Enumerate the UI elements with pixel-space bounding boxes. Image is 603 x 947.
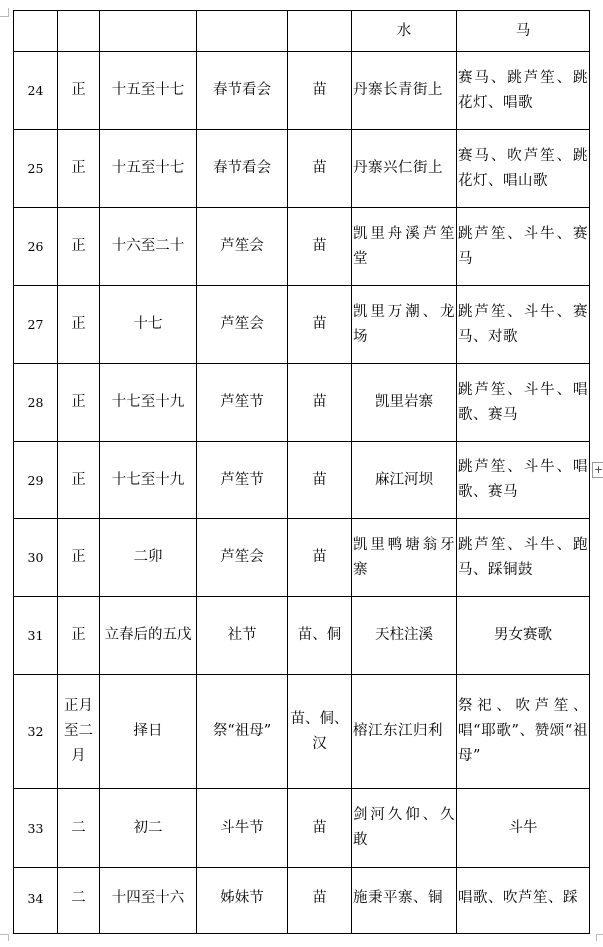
cell-place: 榕江东江归利: [352, 675, 457, 789]
table-row: [14, 597, 590, 675]
cell-activity: 男女赛歌: [457, 597, 590, 675]
cell-date: 初二: [100, 789, 197, 868]
cell-place: 凯里万潮、龙场: [352, 286, 457, 364]
cell-activity: 赛马、跳芦笙、跳花灯、唱歌: [457, 52, 590, 130]
cell-month: 正: [58, 442, 100, 519]
table-add-row-handle-icon[interactable]: +: [593, 463, 603, 476]
cell-ethnic: 苗: [288, 130, 352, 208]
cell-no: 28: [14, 364, 58, 442]
table-row: [14, 868, 590, 934]
header-activity-cell: 马: [457, 11, 590, 52]
cell-activity: 跳芦笙、斗牛、唱歌、赛马: [457, 442, 590, 519]
cell-place: 麻江河坝: [352, 442, 457, 519]
table-row: [14, 52, 590, 130]
header-cell: [197, 11, 288, 52]
cell-date: 十五至十七: [100, 130, 197, 208]
cell-ethnic: 苗: [288, 286, 352, 364]
cell-activity: 跳芦笙、斗牛、赛马、对歌: [457, 286, 590, 364]
cell-activity: 跳芦笙、斗牛、赛马: [457, 208, 590, 286]
crop-mark-top-left: [0, 8, 9, 17]
cell-festival: 春节看会: [197, 130, 288, 208]
table-row: [14, 364, 590, 442]
cell-month: 二: [58, 789, 100, 868]
crop-mark-bottom-left: [0, 934, 9, 941]
cell-festival: 斗牛节: [197, 789, 288, 868]
cell-ethnic: 苗: [288, 789, 352, 868]
cell-date: 十七: [100, 286, 197, 364]
header-place-cell: 水: [352, 11, 457, 52]
header-cell: [58, 11, 100, 52]
cell-ethnic: 苗: [288, 208, 352, 286]
cell-no: 24: [14, 52, 58, 130]
festival-table: [13, 10, 590, 934]
cell-month: 正: [58, 364, 100, 442]
cell-place: 施秉平寨、铜: [352, 868, 457, 934]
cell-festival: 芦笙会: [197, 519, 288, 597]
table-row: [14, 130, 590, 208]
cell-activity: 唱歌、吹芦笙、踩: [457, 868, 590, 934]
cell-activity: 祭祀、吹芦笙、唱“耶歌”、赞颂“祖母”: [457, 675, 590, 789]
cell-place: 丹寨兴仁街上: [352, 130, 457, 208]
table-row: [14, 208, 590, 286]
cell-ethnic: 苗: [288, 364, 352, 442]
cell-no: 25: [14, 130, 58, 208]
cell-no: 34: [14, 868, 58, 934]
cell-festival: 春节看会: [197, 52, 288, 130]
cell-ethnic: 苗: [288, 52, 352, 130]
header-cell: [100, 11, 197, 52]
cell-month: 正: [58, 597, 100, 675]
cell-no: 29: [14, 442, 58, 519]
cell-date: 十七至十九: [100, 442, 197, 519]
cell-no: 27: [14, 286, 58, 364]
cell-festival: 社节: [197, 597, 288, 675]
cell-festival: 祭“祖母”: [197, 675, 288, 789]
cell-ethnic: 苗: [288, 868, 352, 934]
cell-festival: 芦笙会: [197, 286, 288, 364]
cell-activity: 跳芦笙、斗牛、唱歌、赛马: [457, 364, 590, 442]
cell-place: 剑河久仰、久敢: [352, 789, 457, 868]
cell-month: 正: [58, 208, 100, 286]
crop-mark-bottom-right: [596, 934, 603, 941]
cell-activity: 赛马、吹芦笙、跳花灯、唱山歌: [457, 130, 590, 208]
cell-place: 丹寨长青街上: [352, 52, 457, 130]
cell-place: 凯里鸭塘翁牙寨: [352, 519, 457, 597]
cell-month: 正: [58, 52, 100, 130]
table-row: [14, 519, 590, 597]
cell-no: 30: [14, 519, 58, 597]
cell-ethnic: 苗、侗、汉: [288, 675, 352, 789]
cell-date: 立春后的五戊: [100, 597, 197, 675]
header-cell: [14, 11, 58, 52]
cell-date: 十四至十六: [100, 868, 197, 934]
header-cell: [288, 11, 352, 52]
cell-activity: 跳芦笙、斗牛、跑马、踩铜鼓: [457, 519, 590, 597]
cell-place: 凯里岩寨: [352, 364, 457, 442]
cell-no: 26: [14, 208, 58, 286]
cell-no: 33: [14, 789, 58, 868]
cell-date: 十五至十七: [100, 52, 197, 130]
table-row: [14, 675, 590, 789]
cell-festival: 芦笙会: [197, 208, 288, 286]
cell-no: 32: [14, 675, 58, 789]
cell-festival: 芦笙节: [197, 364, 288, 442]
cell-ethnic: 苗、侗: [288, 597, 352, 675]
cell-no: 31: [14, 597, 58, 675]
cell-festival: 芦笙节: [197, 442, 288, 519]
cell-activity: 斗牛: [457, 789, 590, 868]
cell-festival: 姊妹节: [197, 868, 288, 934]
cell-month: 正: [58, 519, 100, 597]
cell-month: 正月至二月: [58, 675, 100, 789]
cell-date: 择日: [100, 675, 197, 789]
table-row: [14, 789, 590, 868]
table-row: [14, 286, 590, 364]
cell-date: 二卯: [100, 519, 197, 597]
cell-month: 正: [58, 286, 100, 364]
cell-month: 二: [58, 868, 100, 934]
cell-month: 正: [58, 130, 100, 208]
cell-ethnic: 苗: [288, 442, 352, 519]
cell-date: 十七至十九: [100, 364, 197, 442]
cell-place: 凯里舟溪芦笙堂: [352, 208, 457, 286]
table-row: [14, 442, 590, 519]
cell-place: 天柱注溪: [352, 597, 457, 675]
table-header-row: [14, 11, 590, 52]
cell-ethnic: 苗: [288, 519, 352, 597]
cell-date: 十六至二十: [100, 208, 197, 286]
